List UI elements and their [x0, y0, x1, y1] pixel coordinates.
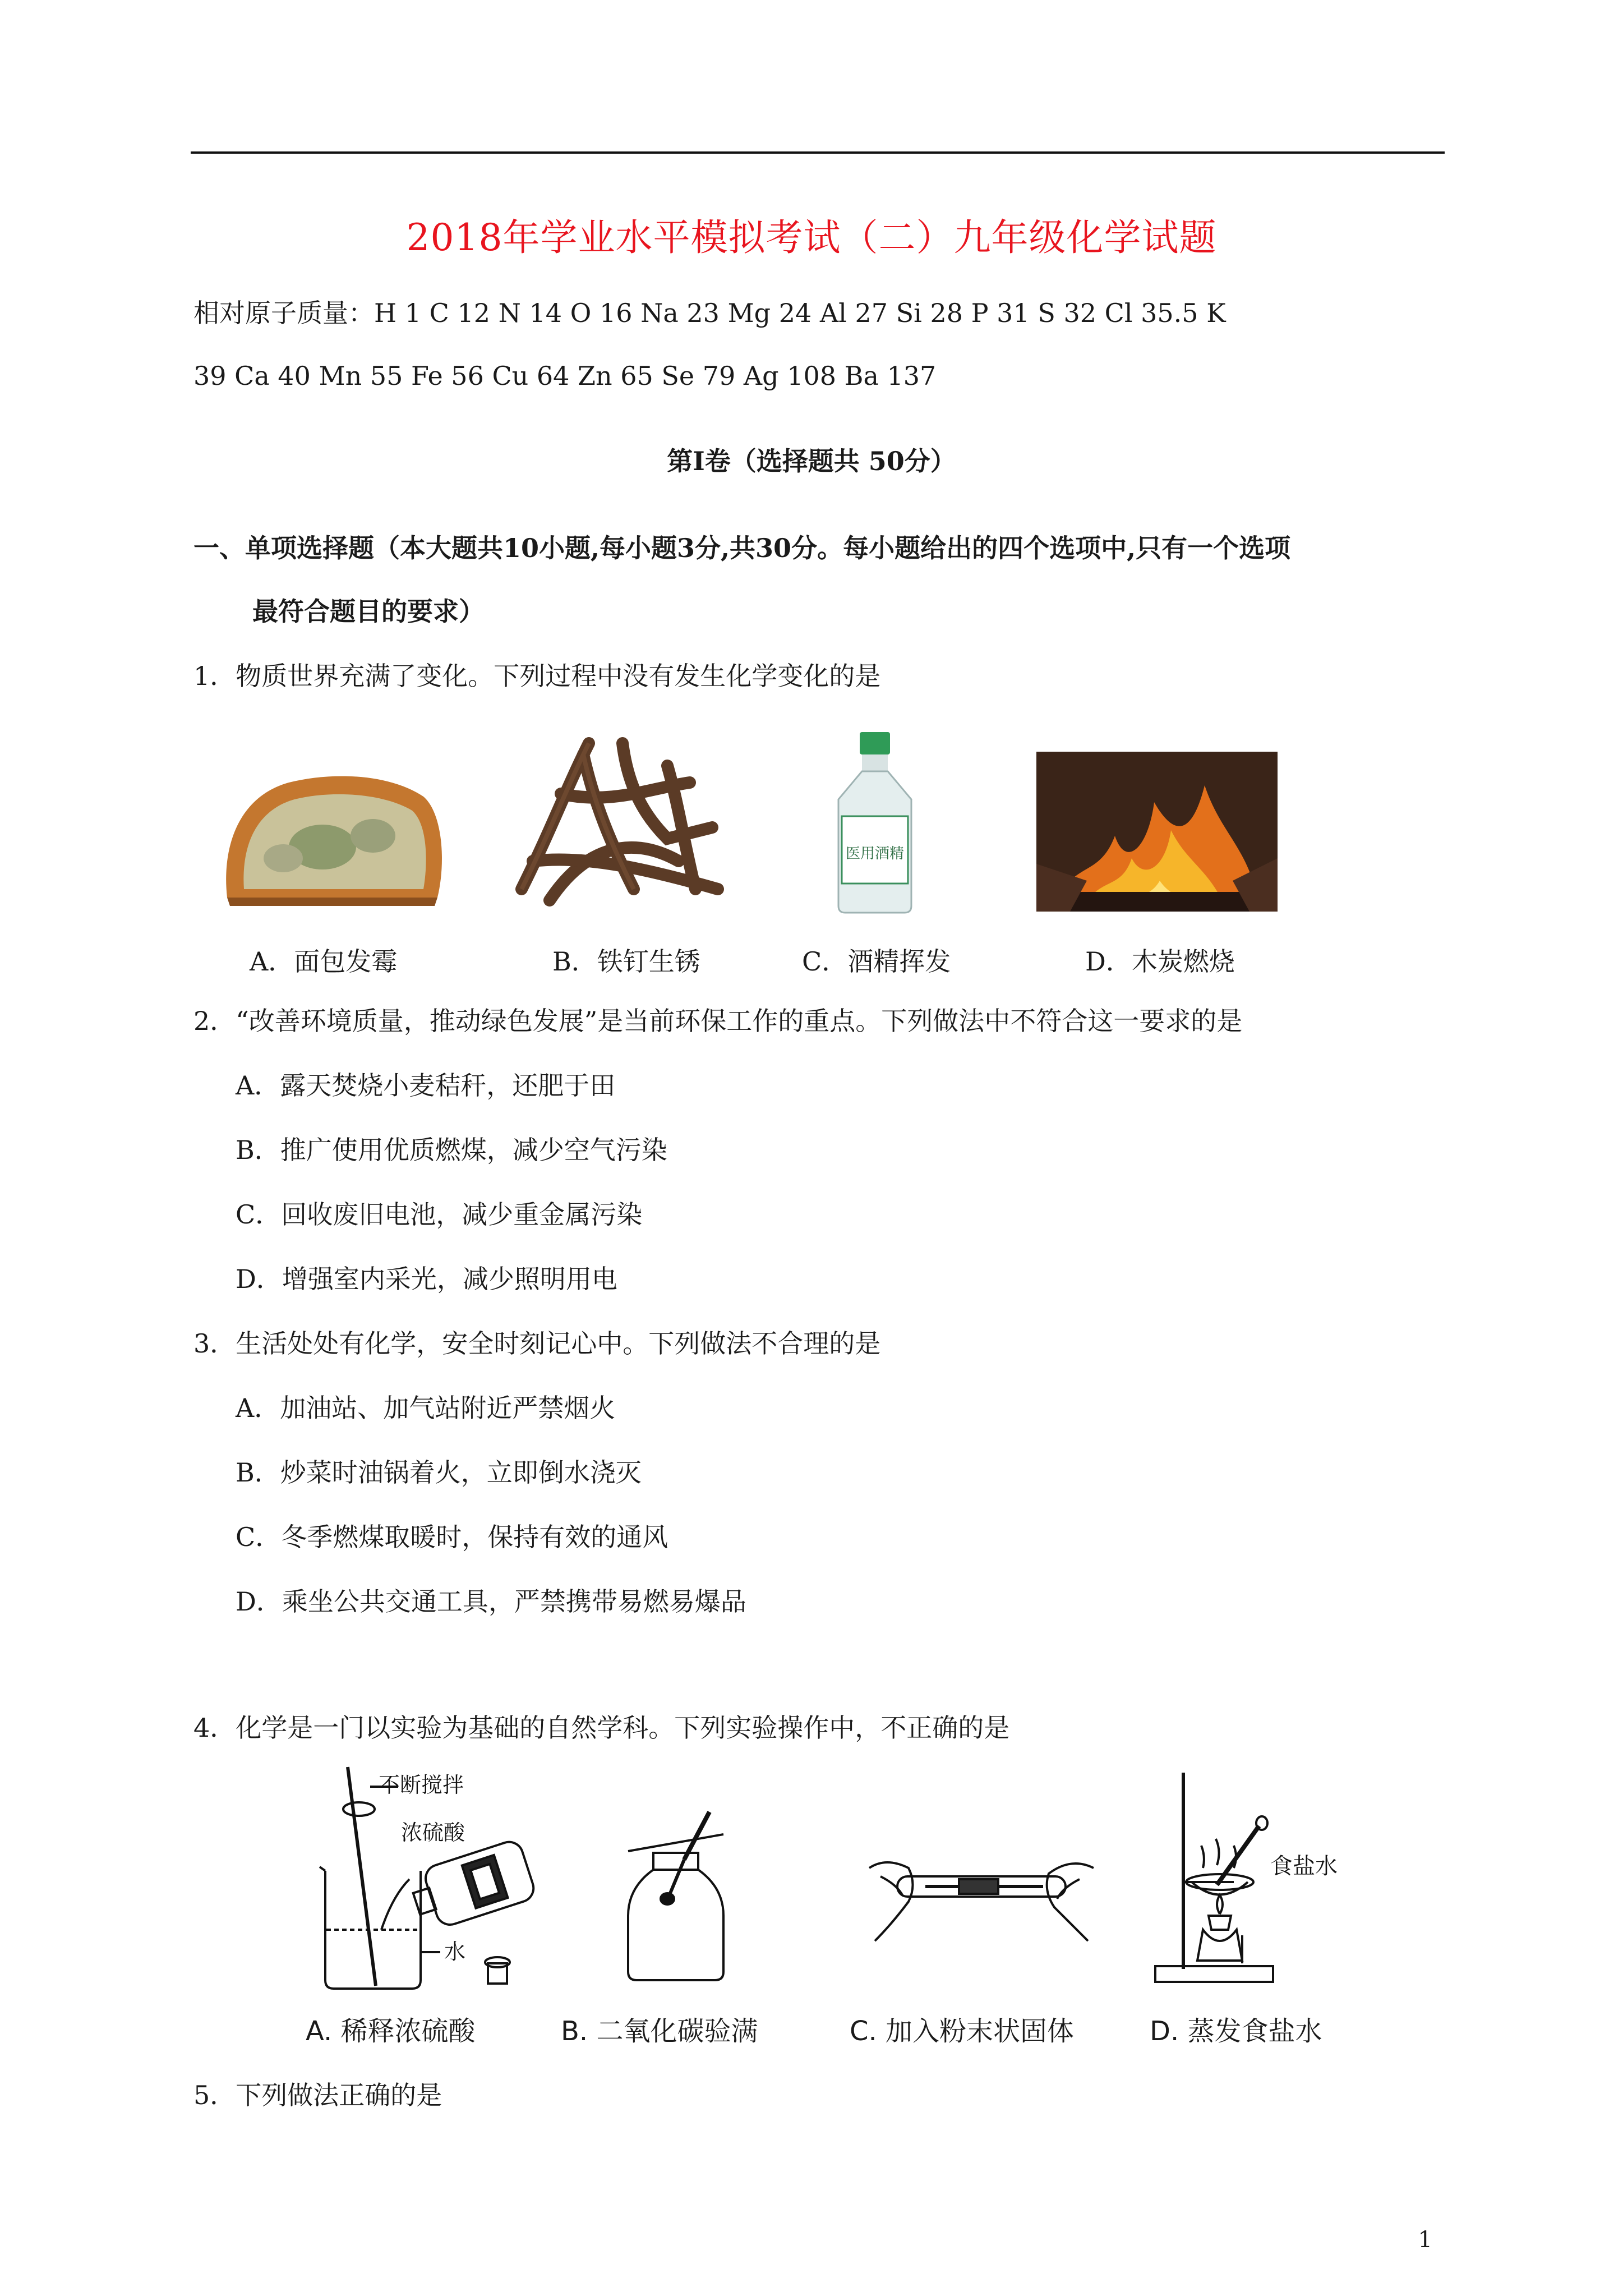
q3-option-d: D．乘坐公共交通工具，严禁携带易燃易爆品: [236, 1586, 746, 1617]
question-4-stem: 4．化学是一门以实验为基础的自然学科。下列实验操作中，不正确的是: [193, 1713, 1010, 1743]
bottle-label: 医用酒精: [845, 845, 905, 862]
exam-title: 2018年学业水平模拟考试（二）九年级化学试题: [406, 216, 1217, 259]
part-title: 第Ⅰ卷（选择题共 50分）: [667, 446, 956, 476]
question-5-stem: 5．下列做法正确的是: [193, 2080, 442, 2110]
diluting-acid-diagram: [314, 1761, 538, 1991]
q1-option-b: B．铁钉生锈: [552, 946, 700, 977]
rusty-nails-image: [499, 721, 740, 917]
q1-option-c: C．酒精挥发: [802, 946, 951, 977]
q1-option-a: A．面包发霉: [250, 946, 398, 977]
co2-check-diagram: [623, 1809, 729, 1983]
question-2-stem: 2．“改善环境质量，推动绿色发展”是当前环保工作的重点。下列做法中不符合这一要求的是: [193, 1006, 1243, 1036]
q1-option-d: D．木炭燃烧: [1085, 946, 1235, 977]
atomic-mass-line-1: 相对原子质量：H 1 C 12 N 14 O 16 Na 23 Mg 24 Al 27 Si 28 P 31 S 32 Cl 35.5 K: [193, 298, 1226, 328]
q4-option-b: B. 二氧化碳验满: [561, 2016, 758, 2047]
q4-option-a: A. 稀释浓硫酸: [306, 2016, 476, 2047]
atomic-mass-line-2: 39 Ca 40 Mn 55 Fe 56 Cu 64 Zn 65 Se 79 Ag 108 Ba 137: [193, 361, 937, 391]
q2-option-d: D．增强室内采光，减少照明用电: [236, 1264, 617, 1294]
q3-option-c: C．冬季燃煤取暖时，保持有效的通风: [236, 1522, 668, 1552]
q4-option-d: D. 蒸发食盐水: [1150, 2016, 1322, 2047]
powder-tube-diagram: [864, 1846, 1099, 1958]
question-1-stem: 1．物质世界充满了变化。下列过程中没有发生化学变化的是: [193, 661, 881, 691]
q2-option-c: C．回收废旧电池，减少重金属污染: [236, 1199, 643, 1230]
acid-label: 浓硫酸: [401, 1820, 465, 1845]
question-3-stem: 3．生活处处有化学，安全时刻记心中。下列做法不合理的是: [193, 1328, 881, 1359]
water-label: 水: [444, 1939, 466, 1964]
burning-charcoal-image: [1036, 752, 1278, 912]
q3-option-b: B．炒菜时油锅着火，立即倒水浇灭: [236, 1457, 642, 1488]
q3-option-a: A．加油站、加气站附近严禁烟火: [236, 1393, 616, 1423]
moldy-bread-image: [222, 763, 446, 912]
stir-label: 不断搅拌: [379, 1773, 464, 1797]
q2-option-b: B．推广使用优质燃煤，减少空气污染: [236, 1135, 667, 1165]
q2-option-a: A．露天焚烧小麦秸秆，还肥于田: [236, 1070, 616, 1101]
alcohol-bottle-image: [827, 732, 923, 914]
q4-option-c: C. 加入粉末状固体: [850, 2016, 1075, 2047]
section-heading-line-1: 一、单项选择题（本大题共10小题,每小题3分,共30分。每小题给出的四个选项中,只有一个选项: [193, 533, 1291, 563]
evaporation-diagram: [1150, 1767, 1374, 1986]
page-number: 1: [1418, 2227, 1432, 2253]
section-heading-line-2: 最符合题目的要求）: [252, 596, 485, 627]
header-rule: [191, 151, 1445, 154]
salt-water-label: 食盐水: [1270, 1853, 1338, 1879]
